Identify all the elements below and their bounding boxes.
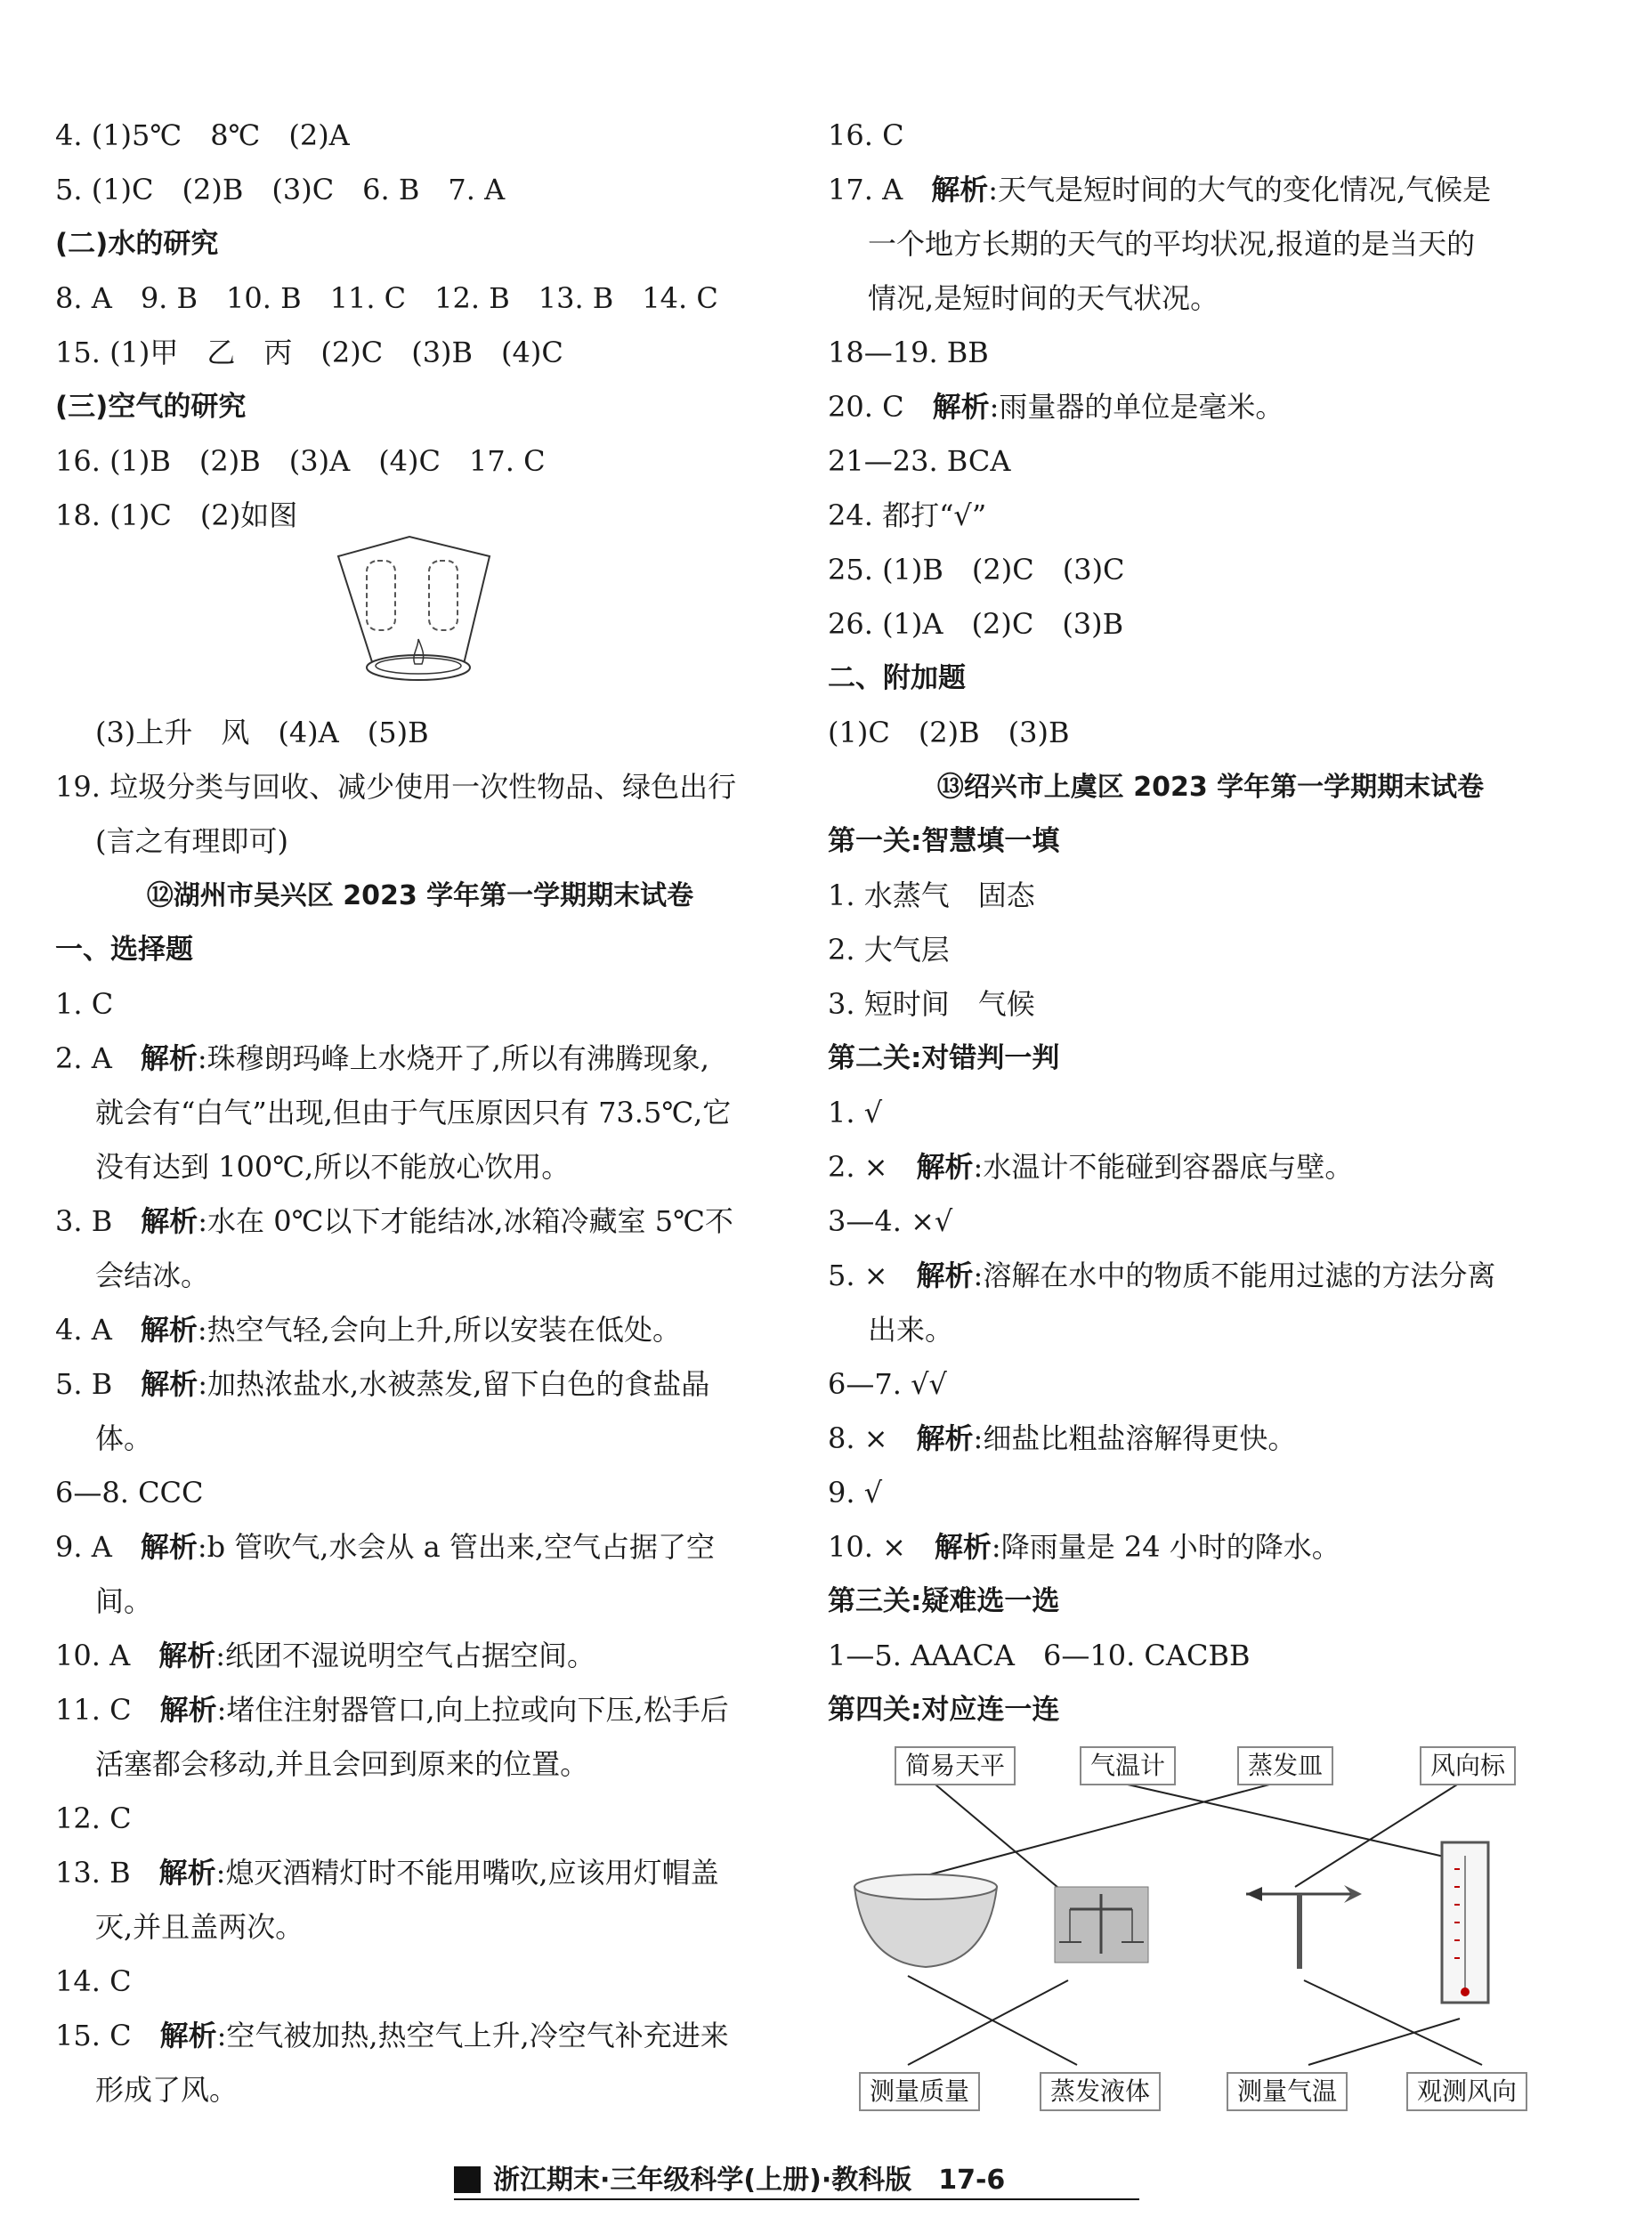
explanation-text: :水温计不能碰到容器底与壁。 (973, 1150, 1354, 1184)
answer-text: 第二关:对错判一判 (828, 1042, 1060, 1074)
explanation-keyword: 解析 (158, 1856, 216, 1890)
answer-text: 4. A (55, 1313, 141, 1347)
answer-line (55, 1955, 785, 2009)
answer-text: 10. A (55, 1639, 159, 1672)
answer-text: 就会有“白气”出现,但由于气压原因只有 73.5℃,它 (95, 1096, 732, 1129)
answer-text: 18—19. BB (828, 336, 989, 369)
answer-line (55, 109, 785, 163)
alcohol-lamp-diagram (329, 534, 507, 694)
answer-line (828, 109, 1593, 163)
explanation-text: :降雨量是 24 小时的降水。 (991, 1530, 1340, 1564)
answer-line (828, 1086, 1593, 1140)
explanation-keyword: 解析 (141, 1367, 198, 1401)
answer-line (828, 1249, 1593, 1303)
answer-text: 17. A (828, 173, 932, 206)
explanation-keyword: 解析 (916, 1259, 974, 1292)
answer-text: 15. (1)甲 乙 丙 (2)C (3)B (4)C (55, 336, 563, 369)
answer-text: 11. C (55, 1693, 160, 1727)
answer-line (55, 271, 785, 326)
explanation-text: :b 管吹气,水会从 a 管出来,空气占据了空 (197, 1530, 716, 1564)
section-heading (55, 217, 785, 271)
answer-text: 出来。 (868, 1313, 954, 1347)
label-wind-vane: 风向标 (1420, 1746, 1516, 1785)
answer-line (828, 380, 1593, 434)
simple-balance-image (1055, 1887, 1148, 1963)
left-column (55, 109, 785, 2117)
answer-text: 13. B (55, 1856, 159, 1890)
answer-line (828, 923, 1593, 977)
matching-lines (837, 1736, 1531, 2118)
explanation-keyword: 解析 (916, 1150, 974, 1184)
section-heading (828, 814, 1593, 869)
explanation-keyword: 解析 (931, 173, 989, 206)
answer-line (55, 1683, 785, 1737)
answer-text: 一、选择题 (55, 934, 193, 966)
answer-text: 二、附加题 (828, 662, 966, 694)
answer-text: 2. 大气层 (828, 933, 950, 967)
answer-text: 15. C (55, 2019, 160, 2052)
answer-line (828, 1194, 1593, 1249)
explanation-text: :加热浓盐水,水被蒸发,留下白色的食盐晶 (198, 1367, 710, 1401)
answer-line (828, 326, 1593, 380)
answer-line (55, 2063, 785, 2117)
answer-text: 16. (1)B (2)B (3)A (4)C 17. C (55, 444, 546, 478)
answer-line (55, 163, 785, 217)
answer-text: 14. C (55, 1964, 132, 1998)
label-evaporating-dish: 蒸发皿 (1237, 1746, 1333, 1785)
explanation-text: :堵住注射器管口,向上拉或向下压,松手后 (216, 1693, 729, 1727)
answer-text: ⑫湖州市吴兴区 2023 学年第一学期期末试卷 (146, 880, 694, 911)
explanation-keyword: 解析 (932, 390, 990, 424)
answer-text: 1. 水蒸气 固态 (828, 878, 1035, 912)
answer-line (55, 1846, 785, 1900)
answer-text: 16. C (828, 118, 904, 152)
answer-text: 1. √ (828, 1096, 883, 1129)
section-heading (55, 380, 785, 434)
answer-text: 5. (1)C (2)B (3)C 6. B 7. A (55, 173, 506, 206)
explanation-keyword: 解析 (141, 1204, 198, 1238)
answer-line (55, 1357, 785, 1412)
answer-text: ⑬绍兴市上虞区 2023 学年第一学期期末试卷 (936, 772, 1485, 803)
answer-text: 第三关:疑难选一选 (828, 1585, 1060, 1617)
answer-line (55, 1629, 785, 1683)
label-measure-temperature: 测量气温 (1227, 2072, 1348, 2111)
answer-line (828, 271, 1593, 326)
label-evaporate-liquid: 蒸发液体 (1040, 2072, 1161, 2111)
answer-line (55, 1303, 785, 1357)
answer-line (55, 814, 785, 869)
answer-text: 2. A (55, 1041, 141, 1075)
answer-text: 19. 垃圾分类与回收、减少使用一次性物品、绿色出行 (55, 770, 737, 804)
label-balance: 简易天平 (895, 1746, 1016, 1785)
explanation-text: :熄灭酒精灯时不能用嘴吹,应该用灯帽盖 (215, 1856, 719, 1890)
answer-line (828, 217, 1593, 271)
explanation-text: :细盐比粗盐溶解得更快。 (973, 1421, 1297, 1455)
explanation-keyword: 解析 (159, 1693, 217, 1727)
answer-text: 1. C (55, 987, 114, 1021)
answer-text: 6—8. CCC (55, 1476, 204, 1510)
answer-text: 体。 (95, 1421, 153, 1455)
answer-text: 26. (1)A (2)C (3)B (828, 607, 1124, 641)
answer-text: 3. B (55, 1204, 142, 1238)
answer-text: 20. C (828, 390, 933, 424)
answer-line (828, 1466, 1593, 1520)
answer-line (828, 1357, 1593, 1412)
answer-text: (言之有理即可) (95, 824, 288, 858)
answer-line (828, 163, 1593, 217)
answer-line (55, 1520, 785, 1574)
answer-text: 形成了风。 (95, 2073, 239, 2107)
answer-line (828, 706, 1593, 760)
answer-text: 3—4. ×√ (828, 1204, 953, 1238)
answer-text: 25. (1)B (2)C (3)C (828, 553, 1125, 587)
explanation-text: :雨量器的单位是毫米。 (989, 390, 1284, 424)
answer-text: (1)C (2)B (3)B (828, 716, 1070, 749)
answer-line (55, 1249, 785, 1303)
explanation-keyword: 解析 (140, 1313, 198, 1347)
footer-square-icon (454, 2166, 481, 2193)
answer-line (828, 543, 1593, 597)
explanation-text: :天气是短时间的大气的变化情况,气候是 (988, 173, 1492, 206)
answer-text: (3)上升 风 (4)A (5)B (95, 716, 429, 749)
answer-line (828, 597, 1593, 652)
answer-text: 12. C (55, 1801, 132, 1835)
answer-text: (三)空气的研究 (55, 391, 247, 423)
explanation-text: :溶解在水中的物质不能用过滤的方法分离 (973, 1259, 1496, 1292)
answer-text: 情况,是短时间的天气状况。 (868, 281, 1219, 315)
answer-text: 2. × (828, 1150, 917, 1184)
thermometer-image (1442, 1842, 1488, 2003)
answer-line (55, 1194, 785, 1249)
answer-text: 第一关:智慧填一填 (828, 825, 1060, 857)
answer-line (828, 1412, 1593, 1466)
explanation-text: :珠穆朗玛峰上水烧开了,所以有沸腾现象, (197, 1041, 709, 1075)
answer-text: 活塞都会移动,并且会回到原来的位置。 (95, 1747, 589, 1781)
answer-line (55, 1737, 785, 1792)
answer-line (55, 326, 785, 380)
answer-line (55, 760, 785, 814)
answer-text: 第四关:对应连一连 (828, 1694, 1060, 1726)
explanation-keyword: 解析 (159, 2019, 217, 2052)
right-column (828, 109, 1593, 1737)
answer-text: 会结冰。 (95, 1259, 210, 1292)
evaporating-dish-image (854, 1874, 997, 1967)
answer-line (828, 869, 1593, 923)
explanation-keyword: 解析 (916, 1421, 974, 1455)
answer-line (55, 1574, 785, 1629)
explanation-text: :水在 0℃以下才能结冰,冰箱冷藏室 5℃不 (198, 1204, 733, 1238)
answer-line (55, 1412, 785, 1466)
answer-text: 6—7. √√ (828, 1367, 947, 1401)
answer-text: 间。 (95, 1584, 153, 1618)
answer-line (55, 706, 785, 760)
answer-text: 1—5. AAACA 6—10. CACBB (828, 1639, 1251, 1672)
answer-text: 4. (1)5℃ 8℃ (2)A (55, 118, 350, 152)
answer-line (828, 1629, 1593, 1683)
section-heading (828, 652, 1593, 706)
answer-text: 3. 短时间 气候 (828, 987, 1035, 1021)
answer-text: 9. A (55, 1530, 141, 1564)
label-measure-mass: 测量质量 (859, 2072, 980, 2111)
answer-text: 5. × (828, 1259, 917, 1292)
answer-line (828, 434, 1593, 489)
answer-text: 8. A 9. B 10. B 11. C 12. B 13. B 14. C (55, 281, 718, 315)
answer-text: 一个地方长期的天气的平均状况,报道的是当天的 (868, 227, 1476, 261)
answer-text: 9. √ (828, 1476, 883, 1510)
explanation-keyword: 解析 (934, 1530, 992, 1564)
label-observe-wind: 观测风向 (1406, 2072, 1527, 2111)
answer-line (828, 977, 1593, 1032)
explanation-text: :纸团不湿说明空气占据空间。 (215, 1639, 595, 1672)
explanation-keyword: 解析 (140, 1530, 198, 1564)
answer-line (55, 2009, 785, 2063)
section-heading (828, 1574, 1593, 1629)
answer-text: 灭,并且盖两次。 (95, 1910, 304, 1944)
answer-line (828, 1140, 1593, 1194)
explanation-text: :热空气轻,会向上升,所以安装在低处。 (197, 1313, 681, 1347)
answer-text: 18. (1)C (2)如图 (55, 498, 298, 532)
answer-line (828, 1520, 1593, 1574)
answer-line (55, 434, 785, 489)
answer-text: 10. × (828, 1530, 935, 1564)
answer-line (828, 1303, 1593, 1357)
answer-line (55, 1792, 785, 1846)
answer-text: 没有达到 100℃,所以不能放心饮用。 (95, 1150, 571, 1184)
answer-line (55, 1140, 785, 1194)
section-heading (828, 1683, 1593, 1737)
label-thermometer: 气温计 (1080, 1746, 1176, 1785)
answer-text: 24. 都打“√” (828, 498, 987, 532)
answer-line (828, 489, 1593, 543)
answer-text: 8. × (828, 1421, 917, 1455)
exam-title (828, 760, 1593, 814)
explanation-keyword: 解析 (158, 1639, 216, 1672)
answer-line (55, 1032, 785, 1086)
wind-vane-image (1246, 1885, 1362, 1969)
footer-rule (454, 2198, 1139, 2200)
section-heading (828, 1032, 1593, 1086)
answer-text: (二)水的研究 (55, 228, 219, 260)
answer-line (55, 1086, 785, 1140)
footer-text: 浙江期末·三年级科学(上册)·教科版 17-6 (493, 2165, 1006, 2196)
page-footer (454, 2156, 1139, 2200)
answer-text: 21—23. BCA (828, 444, 1011, 478)
answer-line (55, 977, 785, 1032)
section-heading (55, 923, 785, 977)
answer-text: 5. B (55, 1367, 142, 1401)
exam-title (55, 869, 785, 923)
explanation-text: :空气被加热,热空气上升,冷空气补充进来 (216, 2019, 729, 2052)
answer-line (55, 1466, 785, 1520)
answer-line (55, 1900, 785, 1955)
explanation-keyword: 解析 (140, 1041, 198, 1075)
matching-diagram (837, 1736, 1531, 2118)
